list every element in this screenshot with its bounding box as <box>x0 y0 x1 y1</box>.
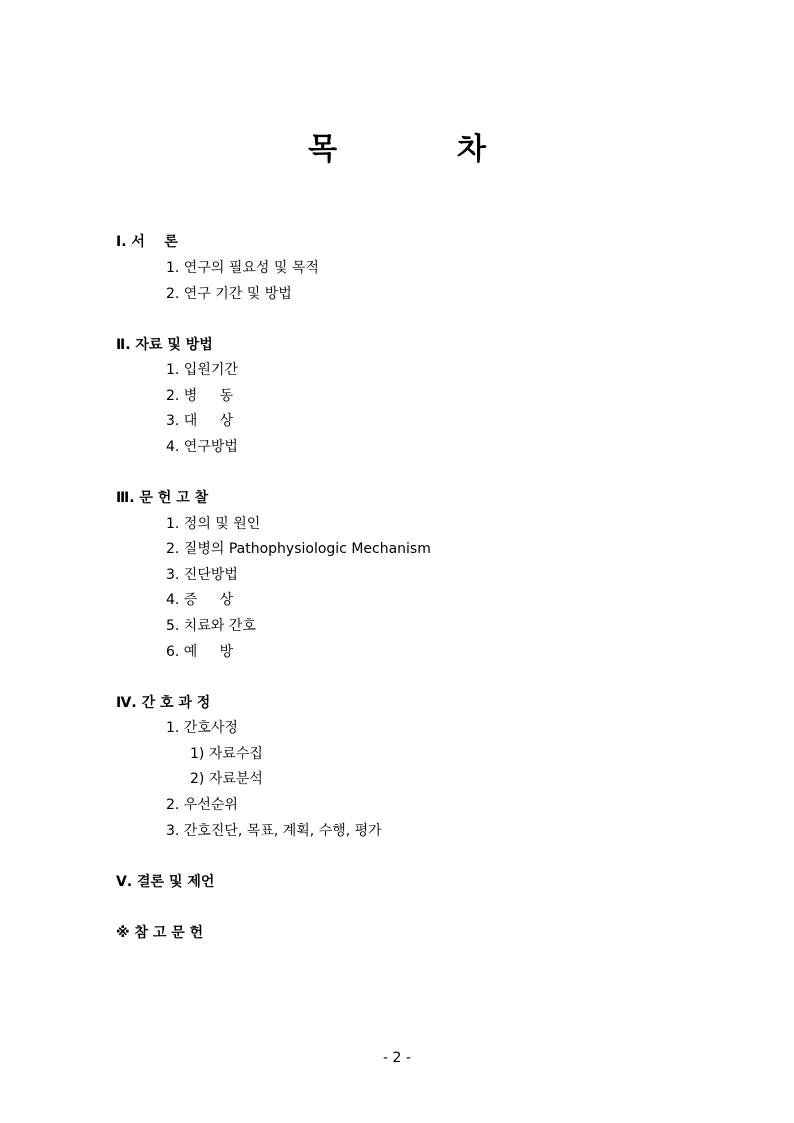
toc-item-3-4[interactable]: 4. 증 상 <box>166 592 234 608</box>
page-title <box>0 124 794 168</box>
toc-item-4-3[interactable]: 3. 간호진단, 목표, 계획, 수행, 평가 <box>166 823 382 839</box>
toc-item-3-3[interactable]: 3. 진단방법 <box>166 567 238 583</box>
toc-item-3-2[interactable]: 2. 질병의 Pathophysiologic Mechanism <box>166 541 431 557</box>
toc-section-4[interactable]: Ⅳ. 간 호 과 정 <box>116 695 211 711</box>
toc-subitem-4-1-1[interactable]: 1) 자료수집 <box>190 746 263 762</box>
toc-item-3-5[interactable]: 5. 치료와 간호 <box>166 618 256 634</box>
toc-item-2-3[interactable]: 3. 대 상 <box>166 413 234 429</box>
toc-subitem-4-1-2[interactable]: 2) 자료분석 <box>190 771 263 787</box>
toc-item-4-1[interactable]: 1. 간호사정 <box>166 720 238 736</box>
toc-item-3-6[interactable]: 6. 예 방 <box>166 644 234 660</box>
toc-item-2-1[interactable]: 1. 입원기간 <box>166 362 238 378</box>
title-left: 목 <box>308 132 337 167</box>
title-right: 차 <box>457 132 486 167</box>
toc-item-2-4[interactable]: 4. 연구방법 <box>166 439 238 455</box>
toc-section-5[interactable]: Ⅴ. 결론 및 제언 <box>116 874 215 890</box>
toc-item-1-2[interactable]: 2. 연구 기간 및 방법 <box>166 286 292 302</box>
toc-section-1[interactable]: Ⅰ. 서 론 <box>116 234 178 250</box>
toc-item-4-2[interactable]: 2. 우선순위 <box>166 797 238 813</box>
toc-references[interactable]: ※ 참 고 문 헌 <box>116 925 204 941</box>
toc-section-2[interactable]: Ⅱ. 자료 및 방법 <box>116 337 213 353</box>
toc-section-3[interactable]: Ⅲ. 문 헌 고 찰 <box>116 490 209 506</box>
toc-item-1-1[interactable]: 1. 연구의 필요성 및 목적 <box>166 260 319 276</box>
page-number: - 2 - <box>383 1050 411 1066</box>
toc-item-3-1[interactable]: 1. 정의 및 원인 <box>166 516 261 532</box>
toc-item-2-2[interactable]: 2. 병 동 <box>166 388 234 404</box>
